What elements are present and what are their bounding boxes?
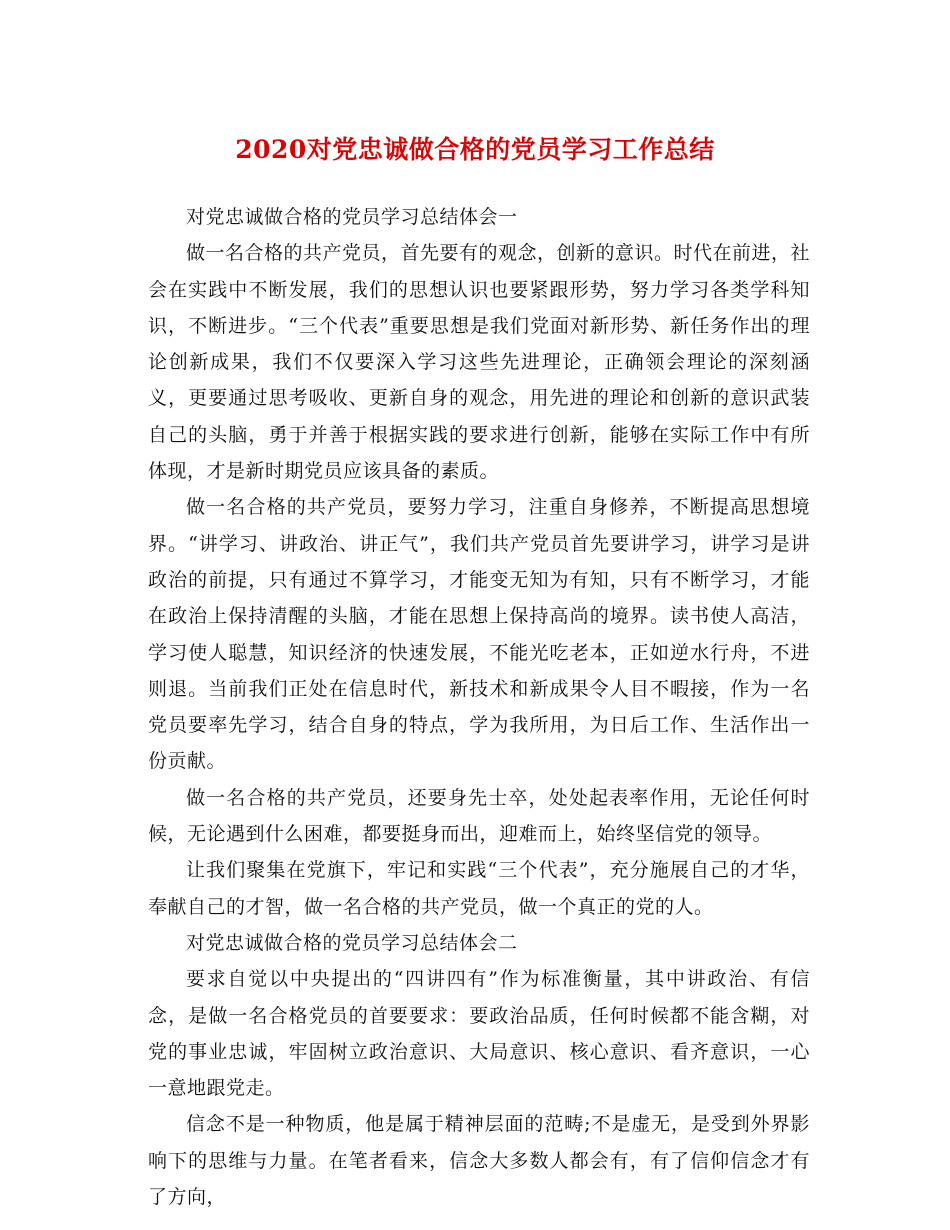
document-body xyxy=(148,199,810,1215)
paragraph: 做一名合格的共产党员，首先要有的观念，创新的意识。时代在前进，社会在实践中不断发展，我们的思想认识也要紧跟形势，努力学习各类学科知识，不断进步。“三个代表”重要思想是我们党面对新形势、新任务作出的理论创新成果，我们不仅要深入学习这些先进理论，正确领会理论的深刻涵义，更要通过思考吸收、更新自身的观念，用先进的理论和创新的意识武装自己的头脑，勇于并善于根据实践的要求进行创新，能够在实际工作中有所体现，才是新时期党员应该具备的素质。 xyxy=(148,242,811,483)
paragraph: 要求自觉以中央提出的“四讲四有”作为标准衡量，其中讲政治、有信念，是做一名合格党员的首要要求：要政治品质，任何时候都不能含糊，对党的事业忠诚，牢固树立政治意识、大局意识、核心意识、看齐意识，一心一意地跟党走。 xyxy=(148,968,810,1100)
paragraph: 做一名合格的共产党员，要努力学习，注重自身修养，不断提高思想境界。“讲学习、讲政治、讲正气”，我们共产党员首先要讲学习，讲学习是讲政治的前提，只有通过不算学习，才能变无知为有知，只有不断学习，才能在政治上保持清醒的头脑，才能在思想上保持高尚的境界。读书使人高洁，学习使人聪慧，知识经济的快速发展，不能光吃老本，正如逆水行舟，不进则退。当前我们正处在信息时代，新技术和新成果令人目不暇接，作为一名党员要率先学习，结合自身的特点，学为我所用，为日后工作、生活作出一份贡献。 xyxy=(148,496,810,773)
section-heading-2: 对党忠诚做合格的党员学习总结体会二 xyxy=(186,931,518,954)
document-title: 2020对党忠诚做合格的党员学习工作总结 xyxy=(235,135,715,164)
section-heading-1: 对党忠诚做合格的党员学习总结体会一 xyxy=(186,206,518,228)
paragraph: 做一名合格的共产党员，还要身先士卒，处处起表率作用，无论任何时候，无论遇到什么困难，都要挺身而出，迎难而上，始终坚信党的领导。 xyxy=(148,786,810,846)
paragraph: 信念不是一种物质，他是属于精神层面的范畴;不是虚无，是受到外界影响下的思维与力量。在笔者看来，信念大多数人都会有，有了信仰信念才有了方向， xyxy=(148,1113,810,1209)
paragraph: 让我们聚集在党旗下，牢记和实践“三个代表”，充分施展自己的才华，奉献自己的才智，做一名合格的共产党员，做一个真正的党的人。 xyxy=(148,859,810,918)
